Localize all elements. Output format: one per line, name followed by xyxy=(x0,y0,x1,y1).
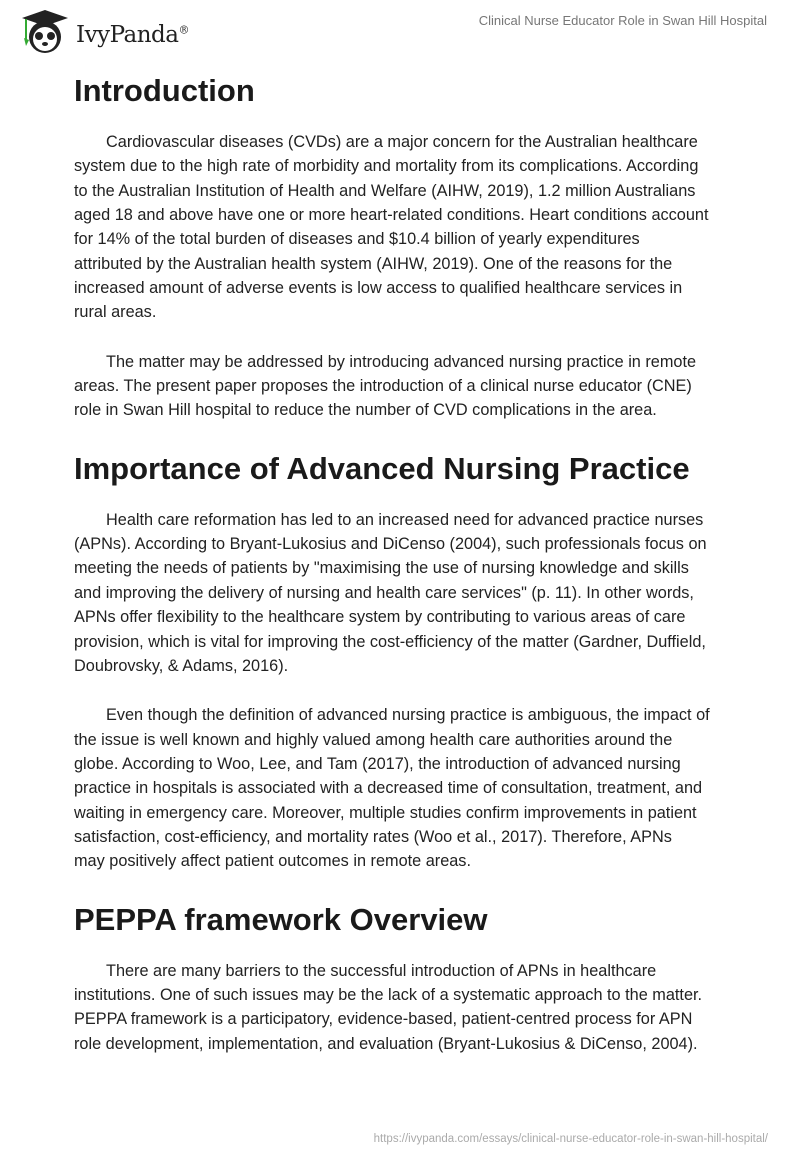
paragraph-line: APNs offer flexibility to the healthcare system by contributing to various areas of care xyxy=(74,608,686,627)
paragraph xyxy=(74,508,734,678)
logo-text: IvyPanda xyxy=(76,22,179,48)
paragraph-line: provision, which is vital for improving the cost-efficiency of the matter (Gardner, Duffield, xyxy=(74,632,706,651)
document-title: Clinical Nurse Educator Role in Swan Hill Hospital xyxy=(478,13,767,28)
paragraph-line: institutions. One of such issues may be the lack of a systematic approach to the matter. xyxy=(74,985,703,1004)
paragraph-line: meeting the needs of patients by "maximising the use of nursing knowledge and skills xyxy=(74,559,689,578)
paragraph-line: for 14% of the total burden of diseases and $10.4 billion of yearly expenditures xyxy=(74,230,640,249)
paragraph-line: Cardiovascular diseases (CVDs) are a major concern for the Australian healthcare xyxy=(106,133,698,151)
paragraph-line: waiting in emergency care. Moreover, multiple studies confirm improvements in patient xyxy=(74,803,697,822)
paragraph-line: satisfaction, cost-efficiency, and mortality rates (Woo et al., 2017). Therefore, APNs xyxy=(74,827,672,846)
paragraph-line: attributed by the Australian health system (AIHW, 2019). One of the reasons for the xyxy=(74,254,673,273)
section-heading: PEPPA framework Overview xyxy=(74,901,488,937)
source-url[interactable]: https://ivypanda.com/essays/clinical-nurse-educator-role-in-swan-hill-hospital/ xyxy=(373,1133,768,1145)
paragraph-line: There are many barriers to the successful introduction of APNs in healthcare xyxy=(106,961,657,980)
paragraph-line: and improving the delivery of nursing and health care services" (p. 11). In other words, xyxy=(74,583,694,602)
paragraph-line: globe. According to Woo, Lee, and Tam (2017), the introduction of advanced nursing xyxy=(74,754,681,773)
paragraph xyxy=(74,703,734,873)
paragraph-line: rural areas. xyxy=(74,303,157,322)
paragraph-line: PEPPA framework is a participatory, evidence-based, patient-centred process for APN xyxy=(74,1010,693,1029)
paragraph-line: Even though the definition of advanced nursing practice is ambiguous, the impact of xyxy=(106,706,710,725)
paragraph xyxy=(74,959,734,1056)
paragraph-line: to the Australian Institution of Health and Welfare (AIHW, 2019), 1.2 million Australians xyxy=(74,181,696,200)
paragraph-line: areas. The present paper proposes the introduction of a clinical nurse educator (CNE) xyxy=(74,377,692,396)
paragraph-line: the issue is well known and highly valued among health care authorities around the xyxy=(74,730,673,749)
section-2 xyxy=(74,874,734,1056)
paragraph xyxy=(74,130,734,325)
registered-mark: ® xyxy=(178,23,189,37)
paragraph-line: role development, implementation, and evaluation (Bryant-Lukosius & DiCenso, 2004). xyxy=(74,1034,698,1053)
section-heading: Importance of Advanced Nursing Practice xyxy=(74,450,690,486)
essay-content xyxy=(74,70,734,1056)
panda-logo-icon xyxy=(20,8,70,56)
section-0 xyxy=(74,70,734,423)
paragraph-line: practice in hospitals is associated with a decreased time of consultation, treatment, and xyxy=(74,779,703,798)
paragraph-line: aged 18 and above have one or more heart-related conditions. Heart conditions account xyxy=(74,206,709,225)
paragraph-line: system due to the high rate of morbidity and mortality from its complications. According xyxy=(74,157,699,176)
paragraph-line: Health care reformation has led to an increased need for advanced practice nurses xyxy=(106,510,704,529)
paragraph-line: The matter may be addressed by introducing advanced nursing practice in remote xyxy=(106,352,697,371)
paragraph-line: Doubrovsky, & Adams, 2016). xyxy=(74,656,289,675)
paragraph-line: (APNs). According to Bryant-Lukosius and DiCenso (2004), such professionals focus on xyxy=(74,535,707,554)
paragraph-line: increased amount of adverse events is low access to qualified healthcare services in xyxy=(74,279,683,298)
paragraph-line: may positively affect patient outcomes in remote areas. xyxy=(74,852,471,871)
ivypanda-logo[interactable] xyxy=(20,8,189,56)
paragraph-line: role in Swan Hill hospital to reduce the number of CVD complications in the area. xyxy=(74,401,657,420)
section-heading: Introduction xyxy=(74,73,255,108)
paragraph xyxy=(74,350,734,423)
section-1 xyxy=(74,423,734,874)
